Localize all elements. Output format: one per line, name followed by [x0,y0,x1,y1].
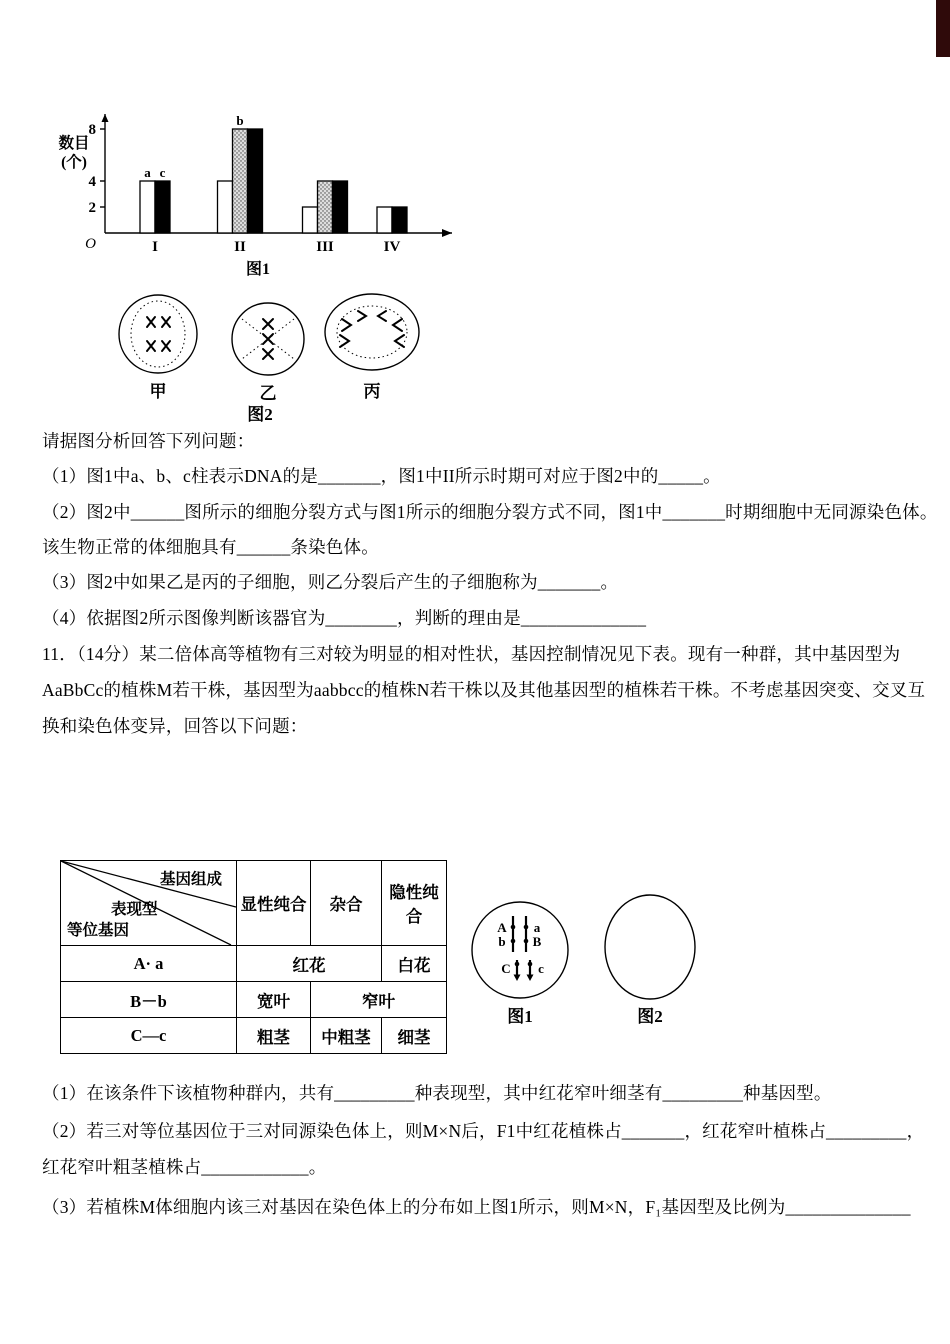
svg-text:4: 4 [88,174,96,190]
cell-thin-stem: 细茎 [382,1018,447,1054]
col-header-hybrid: 杂合 [311,861,382,946]
svg-text:b: b [236,113,244,128]
q11-intro-1: 11．（14分）某二倍体高等植物有三对较为明显的相对性状，基因控制情况见下表。现有一种群，其中基因型为 [42,644,901,664]
empty-cell [605,895,695,999]
col-header-recessive: 隐性纯合 [382,861,447,946]
gene-map-cell [472,902,568,998]
svg-text:8: 8 [88,122,96,138]
svg-text:2: 2 [88,200,96,216]
q11-intro-2: AaBbCc的植株M若干株，基因型为aabbcc的植株N若干株以及其他基因型的植株若干株。不考虑基因突变、交叉互 [42,680,926,700]
genetics-table [60,860,447,1054]
cell-medium-stem: 中粗茎 [311,1018,382,1054]
cell-white-flower: 白花 [382,946,447,982]
q11-sub-2-cont: 红花窄叶粗茎植株占____________。 [42,1157,327,1177]
corner-label-phenotype: 表现型 [111,901,158,918]
q10-line-4: （3）图2中如果乙是丙的子细胞，则乙分裂后产生的子细胞称为_______。 [42,572,619,592]
svg-text:数目: 数目 [58,135,90,152]
cell-bing-label: 丙 [363,382,381,401]
cell-bing [325,294,419,370]
q10-line-1: （1）图1中a、b、c柱表示DNA的是_______，图1中II所示时期可对应于图2中的_____。 [42,466,721,486]
figure2-cell-diagrams [100,287,430,427]
q11-sub-1: （1）在该条件下该植物种群内，共有_________种表现型，其中红花窄叶细茎有_________种基因型。 [42,1083,832,1103]
cell-yi [232,303,304,375]
q10-line-5: （4）依据图2所示图像判断该器官为________，判断的理由是______________ [42,608,647,628]
gene-fig2-caption: 图2 [637,1007,663,1026]
locus-C: C [501,961,511,976]
locus-A: A [497,920,507,935]
table-row [61,1018,447,1054]
gene-fig1-caption: 图1 [507,1007,533,1026]
q10-line-2: （2）图2中______图所示的细胞分裂方式与图1所示的细胞分裂方式不同，图1中_______时期细胞中无同源染色体。 [42,502,938,522]
svg-text:a: a [144,165,151,180]
table-row [61,946,447,982]
corner-label-gene-composition: 基因组成 [159,871,222,888]
q10-line-3: 该生物正常的体细胞具有______条染色体。 [42,537,379,557]
q10-intro: 请据图分析回答下列问题： [42,431,255,451]
svg-text:II: II [234,239,246,255]
svg-text:III: III [316,239,334,255]
gene-label-Cc: C—c [61,1018,237,1054]
cell-jia [119,295,197,373]
cell-narrow-leaf: 窄叶 [311,982,447,1018]
gene-label-Aa: A· a [61,946,237,982]
col-header-dominant: 显性纯合 [237,861,311,946]
cell-yi-label: 乙 [259,384,277,403]
corner-label-allele: 等位基因 [67,922,130,939]
q11-intro-3: 换和染色体变异，回答以下问题： [42,716,308,736]
table-row [61,982,447,1018]
svg-text:图1: 图1 [245,261,271,278]
chromosome-figures [455,872,745,1032]
figure1-bar-chart [30,98,460,280]
cell-jia-label: 甲 [149,382,167,401]
q11-sub-2: （2）若三对等位基因位于三对同源染色体上，则M×N后，F1中红花植株占_______，红花窄叶植株占_________， [42,1121,925,1141]
scrollbar-thumb[interactable] [936,0,950,57]
svg-text:IV: IV [383,239,401,255]
cell-thick-stem: 粗茎 [237,1018,311,1054]
svg-text:I: I [152,239,158,255]
locus-B: B [532,934,542,949]
cell-wide-leaf: 宽叶 [237,982,311,1018]
cell-red-flower: 红花 [237,946,382,982]
locus-b: b [498,934,506,949]
svg-text:O: O [85,236,96,252]
q11-sub-3: （3）若植株M体细胞内该三对基因在染色体上的分布如上图1所示，则M×N，F₁基因型及比例为______________ [42,1197,911,1217]
table-corner-cell [61,861,237,946]
gene-label-Bb: B－b [61,982,237,1018]
svg-text:c: c [159,165,166,180]
locus-a: a [533,920,541,935]
locus-c: c [538,961,544,976]
figure2-caption: 图2 [247,405,273,424]
svg-text:(个): (个) [61,154,87,171]
